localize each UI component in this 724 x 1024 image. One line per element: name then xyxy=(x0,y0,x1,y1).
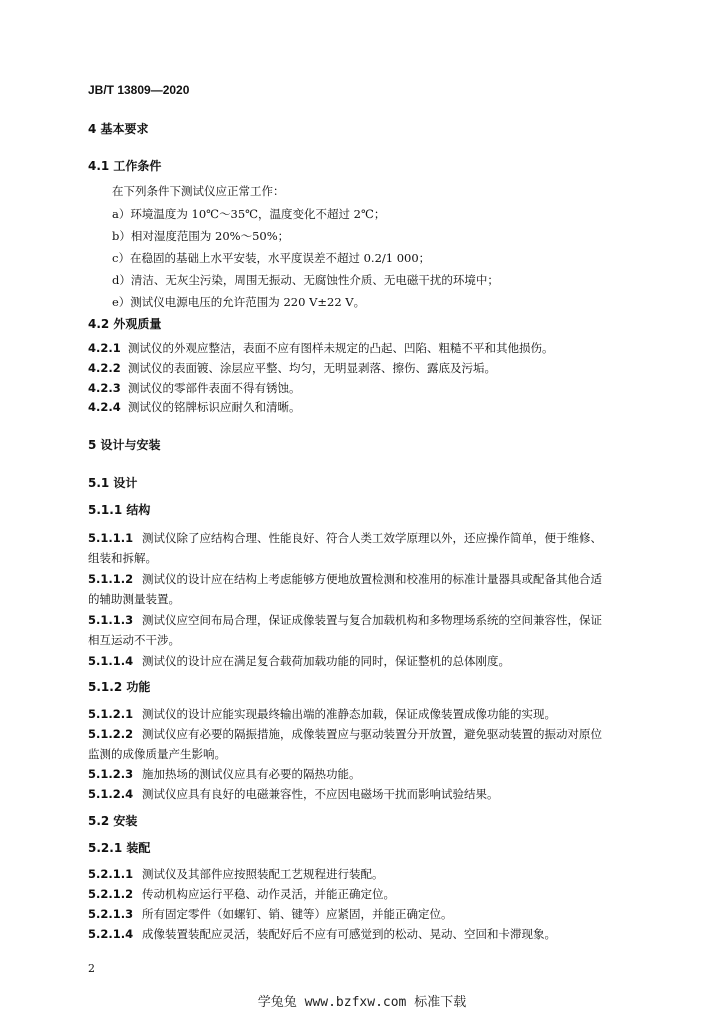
clause-5-2-1-2 xyxy=(88,886,395,902)
list-item-b: b）相对湿度范围为 20%～50%； xyxy=(112,229,290,243)
section-4-title: 4 基本要求 xyxy=(88,122,149,136)
document-code: JB/T 13809—2020 xyxy=(88,83,190,97)
clause-number: 5.2.1.1 xyxy=(88,867,134,881)
section-5-2-title: 5.2 安装 xyxy=(88,814,138,828)
clause-number: 5.2.1.2 xyxy=(88,887,134,901)
clause-text-line1: 测试仪的设计应在结构上考虑能够方便地放置检测和校准用的标准计量器具或配备其他合适 xyxy=(142,572,602,586)
clause-text-line1: 施加热场的测试仪应具有必要的隔热功能。 xyxy=(142,767,361,781)
clause-5-1-1-3-cont: 相互运动不干涉。 xyxy=(88,633,180,647)
clause-5-1-1-1-cont: 组装和拆解。 xyxy=(88,551,157,565)
section-5-2-1-title: 5.2.1 装配 xyxy=(88,841,151,855)
footer-watermark: 学兔兔 www.bzfxw.com 标准下载 xyxy=(257,995,467,1010)
clause-5-1-1-2 xyxy=(88,571,602,587)
list-item-e: e）测试仪电源电压的允许范围为 220 V±22 V。 xyxy=(112,295,366,309)
clause-number: 4.2.1 xyxy=(88,341,121,355)
clause-text: 测试仪及其部件应按照装配工艺规程进行装配。 xyxy=(142,867,384,881)
section-5-1-1-title: 5.1.1 结构 xyxy=(88,503,151,517)
clause-text: 测试仪的零部件表面不得有锈蚀。 xyxy=(128,381,301,395)
clause-5-1-1-2-cont: 的辅助测量装置。 xyxy=(88,592,180,606)
clause-text: 传动机构应运行平稳、动作灵活，并能正确定位。 xyxy=(142,887,395,901)
clause-number: 5.1.2.3 xyxy=(88,767,134,781)
clause-number: 5.1.1.1 xyxy=(88,531,134,545)
clause-5-1-2-4 xyxy=(88,786,499,802)
clause-5-1-2-2-cont: 监测的成像质量产生影响。 xyxy=(88,747,226,761)
clause-number: 4.2.4 xyxy=(88,400,121,414)
clause-text-line1: 测试仪应有必要的隔振措施，成像装置应与驱动装置分开放置，避免驱动装置的振动对原位 xyxy=(142,727,602,741)
clause-number: 5.1.2.2 xyxy=(88,727,134,741)
clause-4-2-4 xyxy=(88,399,301,415)
clause-text-line1: 测试仪除了应结构合理、性能良好、符合人类工效学原理以外，还应操作简单，便于维修、 xyxy=(142,531,602,545)
clause-text: 所有固定零件（如螺钉、销、键等）应紧固，并能正确定位。 xyxy=(142,907,453,921)
list-item-c: c）在稳固的基础上水平安装，水平度误差不超过 0.2/1 000； xyxy=(112,251,431,265)
clause-number: 5.2.1.3 xyxy=(88,907,134,921)
section-5-1-title: 5.1 设计 xyxy=(88,476,138,490)
clause-5-1-1-4 xyxy=(88,653,510,669)
clause-number: 5.2.1.4 xyxy=(88,927,134,941)
clause-5-1-1-1 xyxy=(88,530,602,546)
page-number: 2 xyxy=(88,962,95,975)
clause-5-1-2-1 xyxy=(88,706,556,722)
list-item-a: a）环境温度为 10℃～35℃，温度变化不超过 2℃； xyxy=(112,207,386,221)
clause-4-2-1 xyxy=(88,340,554,356)
clause-text-line1: 测试仪的设计应能实现最终输出端的准静态加载，保证成像装置成像功能的实现。 xyxy=(142,707,556,721)
clause-text: 测试仪的铭牌标识应耐久和清晰。 xyxy=(128,400,301,414)
clause-text-line1: 测试仪的设计应在满足复合载荷加载功能的同时，保证整机的总体刚度。 xyxy=(142,654,510,668)
section-4-2-title: 4.2 外观质量 xyxy=(88,317,162,331)
clause-5-1-2-2 xyxy=(88,726,602,742)
section-4-1-intro: 在下列条件下测试仪应正常工作： xyxy=(112,184,285,198)
clause-number: 5.1.2.1 xyxy=(88,707,134,721)
clause-number: 5.1.1.2 xyxy=(88,572,134,586)
clause-number: 4.2.2 xyxy=(88,361,121,375)
clause-5-1-1-3 xyxy=(88,612,602,628)
clause-5-2-1-3 xyxy=(88,906,453,922)
section-5-title: 5 设计与安装 xyxy=(88,438,161,452)
clause-text-line1: 测试仪应空间布局合理，保证成像装置与复合加载机构和多物理场系统的空间兼容性，保证 xyxy=(142,613,602,627)
clause-number: 4.2.3 xyxy=(88,381,121,395)
clause-5-2-1-1 xyxy=(88,866,384,882)
section-5-1-2-title: 5.1.2 功能 xyxy=(88,680,151,694)
clause-number: 5.1.2.4 xyxy=(88,787,134,801)
clause-4-2-2 xyxy=(88,360,496,376)
clause-text: 测试仪的表面镀、涂层应平整、均匀，无明显剥落、擦伤、露底及污垢。 xyxy=(128,361,496,375)
clause-number: 5.1.1.4 xyxy=(88,654,134,668)
clause-text-line1: 测试仪应具有良好的电磁兼容性，不应因电磁场干扰而影响试验结果。 xyxy=(142,787,499,801)
section-4-1-title: 4.1 工作条件 xyxy=(88,159,162,173)
clause-5-2-1-4 xyxy=(88,926,556,942)
list-item-d: d）清洁、无灰尘污染，周围无振动、无腐蚀性介质、无电磁干扰的环境中； xyxy=(112,273,499,287)
clause-4-2-3 xyxy=(88,380,301,396)
clause-number: 5.1.1.3 xyxy=(88,613,134,627)
clause-5-1-2-3 xyxy=(88,766,361,782)
clause-text: 测试仪的外观应整洁，表面不应有图样未规定的凸起、凹陷、粗糙不平和其他损伤。 xyxy=(128,341,554,355)
clause-text: 成像装置装配应灵活，装配好后不应有可感觉到的松动、晃动、空回和卡滞现象。 xyxy=(142,927,556,941)
